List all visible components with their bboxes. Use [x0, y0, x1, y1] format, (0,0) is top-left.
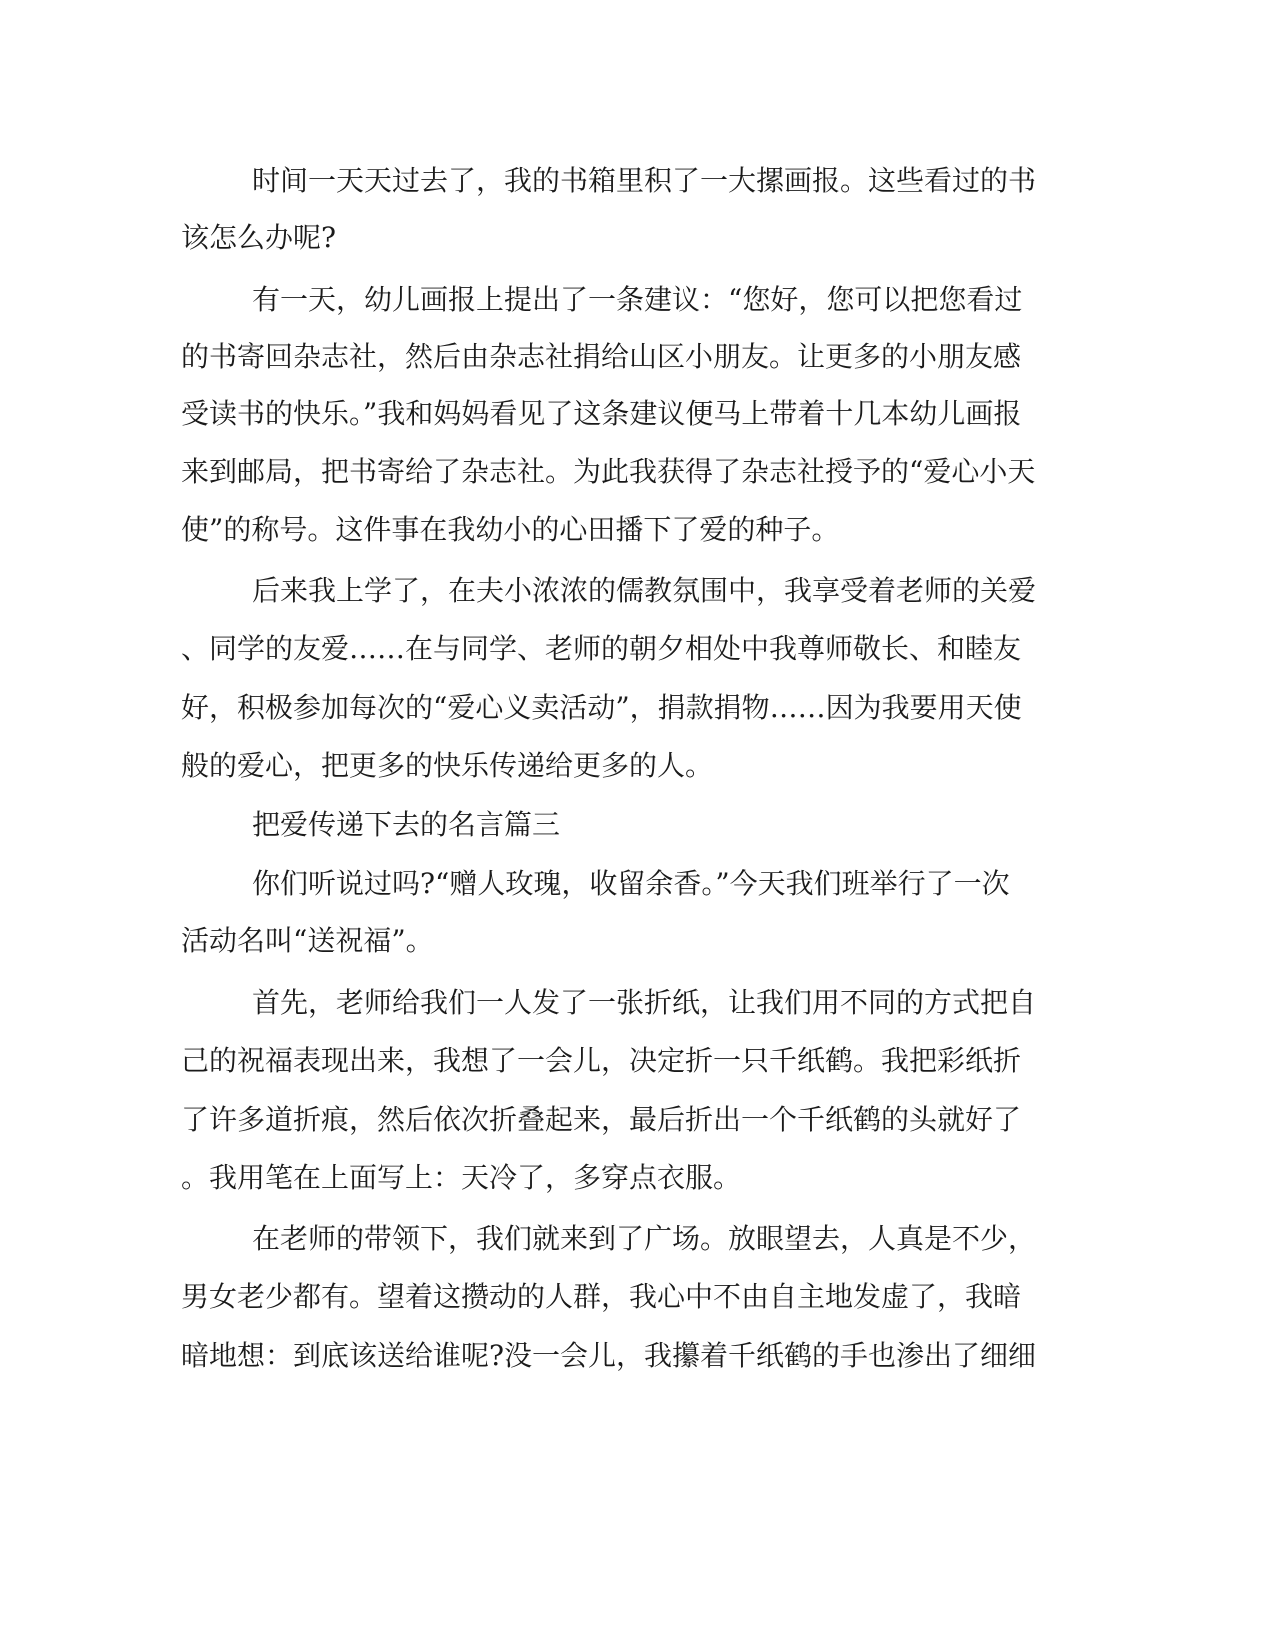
section-heading: 把爱传递下去的名言篇三 [252, 808, 561, 841]
paragraph-line: 般的爱心，把更多的快乐传递给更多的人。 [181, 749, 714, 782]
paragraph-line: 在老师的带领下，我们就来到了广场。放眼望去，人真是不少， [252, 1222, 1037, 1255]
paragraph-line: 暗地想：到底该送给谁呢?没一会儿，我攥着千纸鹤的手也渗出了细细 [181, 1339, 1037, 1372]
paragraph-line: 时间一天天过去了，我的书箱里积了一大摞画报。这些看过的书 [252, 164, 1037, 197]
paragraph-line: 了许多道折痕，然后依次折叠起来，最后折出一个千纸鹤的头就好了 [181, 1103, 1022, 1136]
paragraph-line: 的书寄回杂志社，然后由杂志社捐给山区小朋友。让更多的小朋友感 [181, 340, 1022, 373]
paragraph-line: 你们听说过吗?“赠人玫瑰，收留余香。”今天我们班举行了一次 [252, 867, 1010, 900]
paragraph-line: 该怎么办呢? [181, 221, 337, 254]
paragraph-line: 活动名叫“送祝福”。 [181, 924, 434, 957]
paragraph-line: 好，积极参加每次的“爱心义卖活动”，捐款捐物……因为我要用天使 [181, 691, 1022, 724]
paragraph-line: 。我用笔在上面写上：天冷了，多穿点衣服。 [181, 1161, 742, 1194]
paragraph-line: 后来我上学了，在夫小浓浓的儒教氛围中，我享受着老师的关爱 [252, 574, 1037, 607]
paragraph-line: 首先，老师给我们一人发了一张折纸，让我们用不同的方式把自 [252, 986, 1037, 1019]
paragraph-line: 受读书的快乐。”我和妈妈看见了这条建议便马上带着十几本幼儿画报 [181, 397, 1022, 430]
paragraph-line: 男女老少都有。望着这攒动的人群，我心中不由自主地发虚了，我暗 [181, 1280, 1022, 1313]
paragraph-line: 来到邮局，把书寄给了杂志社。为此我获得了杂志社授予的“爱心小天 [181, 455, 1036, 488]
paragraph-line: 己的祝福表现出来，我想了一会儿，决定折一只千纸鹤。我把彩纸折 [181, 1044, 1022, 1077]
paragraph-line: 有一天，幼儿画报上提出了一条建议：“您好，您可以把您看过 [252, 283, 1023, 316]
paragraph-line: 、同学的友爱……在与同学、老师的朝夕相处中我尊师敬长、和睦友 [181, 632, 1022, 665]
paragraph-line: 使”的称号。这件事在我幼小的心田播下了爱的种子。 [181, 513, 840, 546]
